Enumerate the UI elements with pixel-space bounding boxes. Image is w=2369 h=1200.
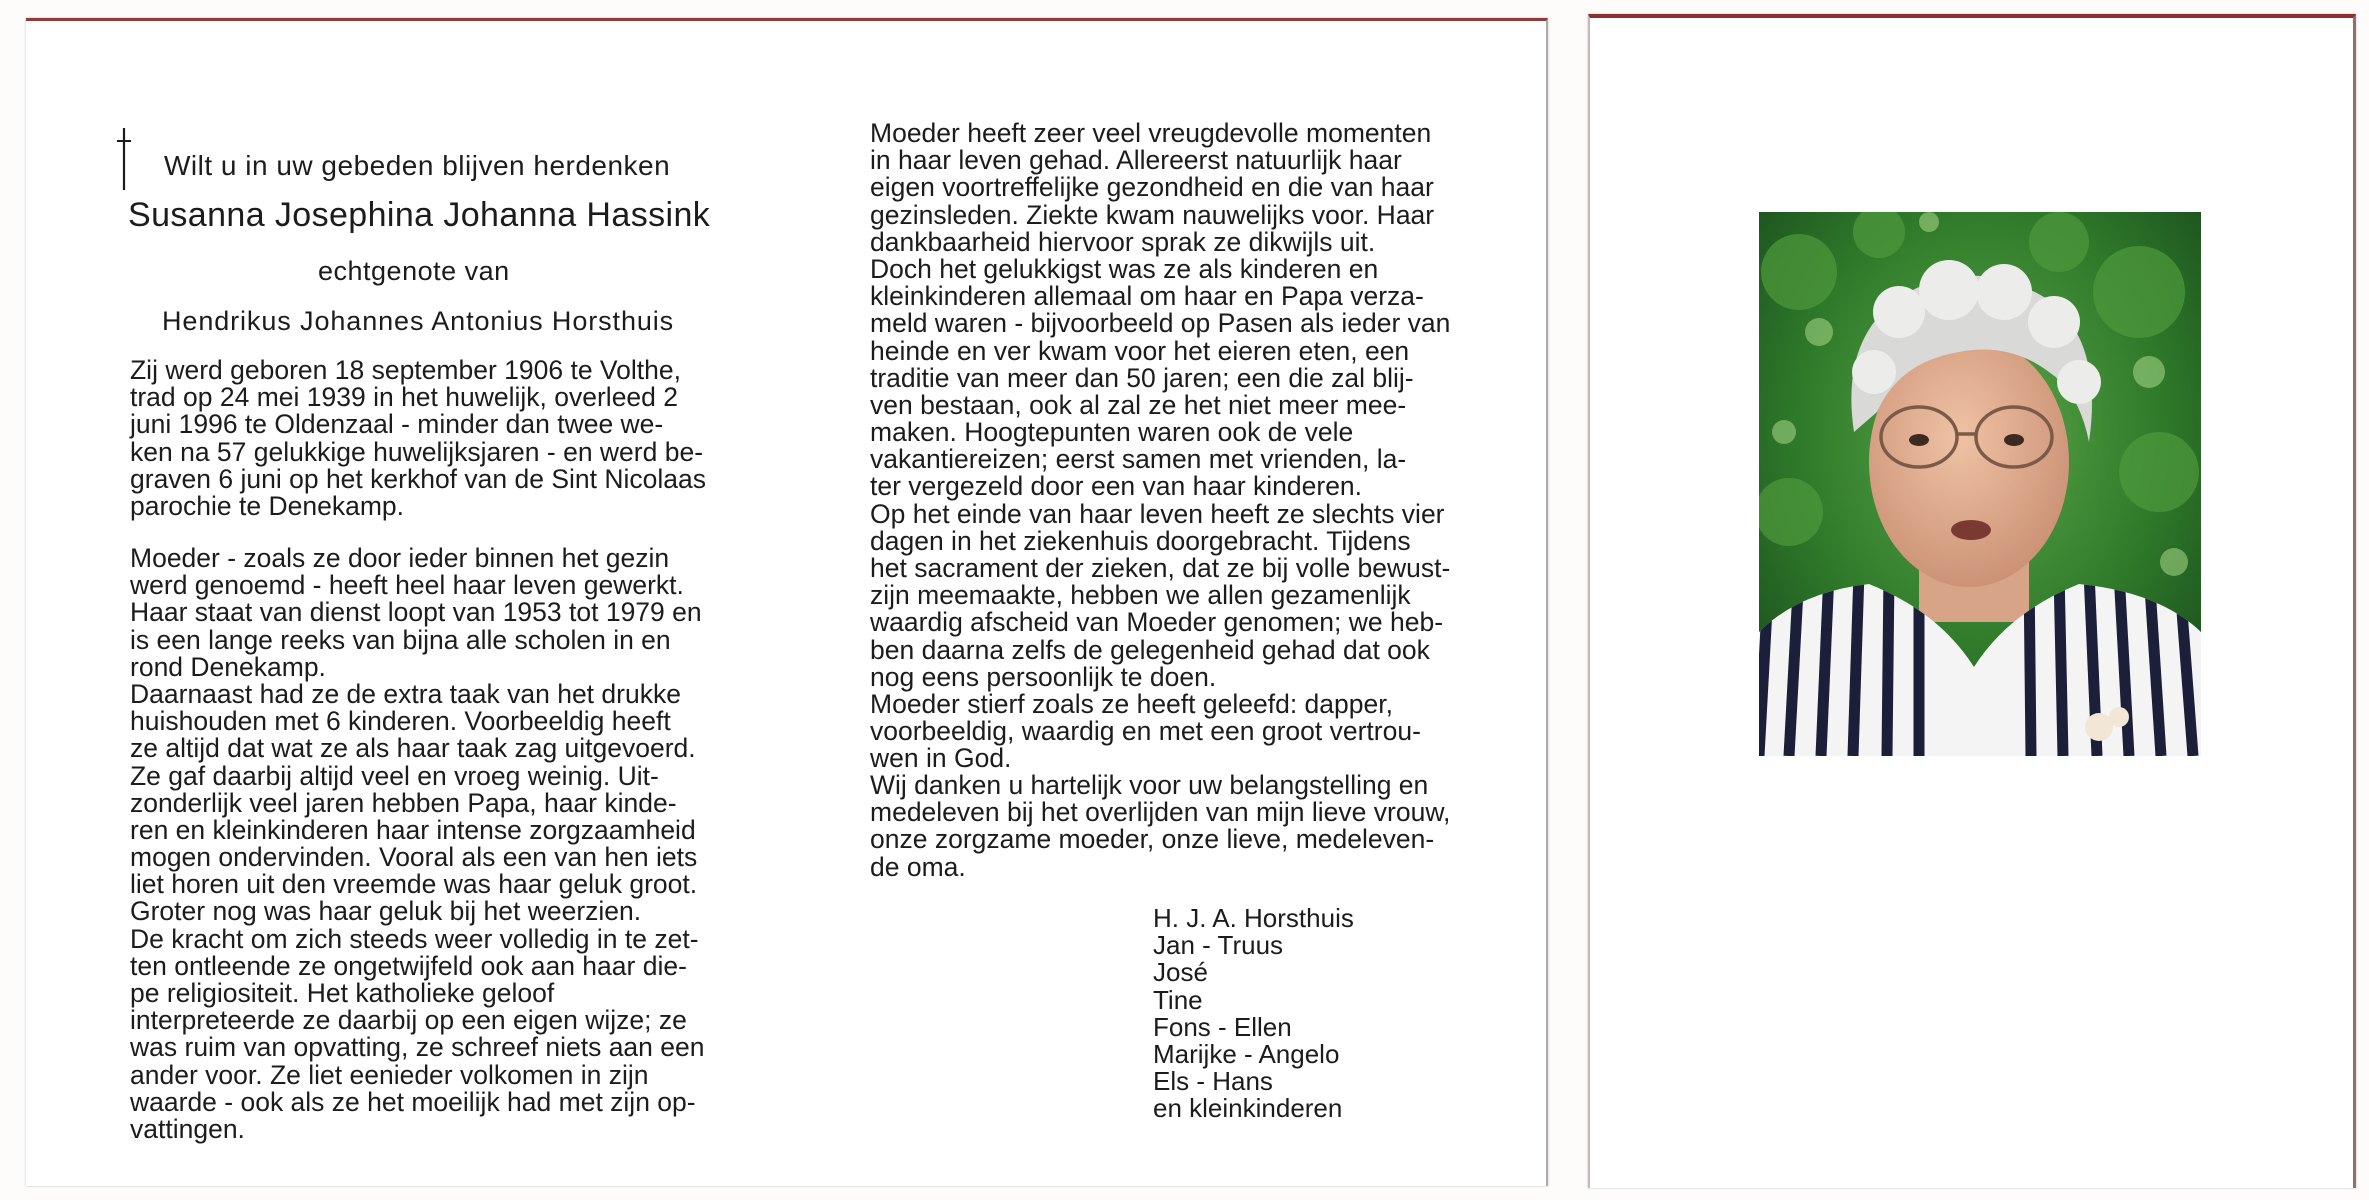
signer-name: José (1153, 957, 1208, 988)
text-line: werd genoemd - heeft heel haar leven gewerkt. (130, 570, 684, 601)
signer-name: en kleinkinderen (1153, 1093, 1343, 1124)
signer-name: Marijke - Angelo (1153, 1038, 1340, 1069)
text-line: heinde en ver kwam voor het eieren eten, een (870, 335, 1410, 366)
signers-list (1153, 905, 1354, 1123)
text-line: dagen in het ziekenhuis doorgebracht. Tijdens (870, 525, 1411, 556)
text-line: ter vergezeld door een van haar kinderen. (870, 471, 1363, 502)
text-line: Ze gaf daarbij altijd veel en vroeg weinig. Uit- (130, 760, 659, 791)
spouse-label: echtgenote van (318, 256, 510, 286)
text-line: eigen voortreffelijke gezondheid en die van haar (870, 172, 1434, 203)
text-line: dankbaarheid hiervoor sprak ze dikwijls uit. (870, 226, 1376, 257)
text-line: juni 1996 te Oldenzaal - minder dan twee we- (130, 409, 664, 440)
intro-line: Wilt u in uw gebeden blijven herdenken (164, 150, 671, 181)
text-line: wen in God. (870, 743, 1012, 774)
text-line: De kracht om zich steeds weer volledig in te zet- (130, 923, 699, 954)
text-line: meld waren - bijvoorbeeld op Pasen als ieder van (870, 308, 1451, 339)
deceased-name: Susanna Josephina Johanna Hassink (128, 196, 711, 234)
text-line: maken. Hoogtepunten waren ook de vele (870, 417, 1354, 448)
text-line: ze altijd dat wat ze als haar taak zag uitgevoerd. (130, 733, 696, 764)
text-line: parochie te Denekamp. (130, 490, 404, 521)
text-line: vattingen. (130, 1113, 245, 1144)
text-line: is een lange reeks van bijna alle scholen in en (130, 624, 671, 655)
signer-name: Els - Hans (1153, 1066, 1273, 1097)
text-line: pe religiositeit. Het katholieke geloof (130, 978, 555, 1008)
text-line: de oma. (870, 851, 966, 882)
text-line: Moeder stierf zoals ze heeft geleefd: dapper, (870, 688, 1393, 719)
text-line: ven bestaan, ook al zal ze het niet meer mee- (870, 389, 1407, 420)
text-line: zijn meemaakte, hebben we allen gezamenlijk (870, 580, 1411, 611)
text-line: gezinsleden. Ziekte kwam nauwelijks voor. Haar (870, 199, 1435, 230)
text-line: Moeder heeft zeer veel vreugdevolle momenten (870, 118, 1432, 148)
memories-paragraph (870, 120, 1450, 773)
text-line: zonderlijk veel jaren hebben Papa, haar kinde- (130, 787, 677, 818)
text-line: was ruim van opvatting, ze schreef niets aan een (130, 1032, 705, 1063)
text-line: Groter nog was haar geluk bij het weerzien. (130, 896, 642, 927)
text-line: interpreteerde ze daarbij op een eigen wijze; ze (130, 1005, 687, 1036)
text-line: liet horen uit den vreemde was haar geluk groot. (130, 869, 698, 900)
text-line: Doch het gelukkigst was ze als kinderen en (870, 253, 1379, 284)
portrait-image (1759, 212, 2201, 756)
text-line: Op het einde van haar leven heeft ze slechts vier (870, 498, 1445, 529)
signer-name: H. J. A. Horsthuis (1153, 903, 1354, 933)
thanks-paragraph (870, 772, 1450, 881)
text-line: rond Denekamp. (130, 651, 326, 682)
text-line: mogen ondervinden. Vooral als een van hen iets (130, 842, 698, 873)
signer-name: Jan - Truus (1153, 930, 1284, 961)
signer-name: Fons - Ellen (1153, 1011, 1292, 1042)
text-line: Daarnaast had ze de extra taak van het drukke (130, 678, 681, 709)
text-line: kleinkinderen allemaal om haar en Papa verza- (870, 281, 1424, 312)
text-line: Haar staat van dienst loopt van 1953 tot 1979 en (130, 597, 702, 628)
text-line: Zij werd geboren 18 september 1906 te Volthe, (130, 355, 681, 385)
text-line: nog eens persoonlijk te doen. (870, 661, 1217, 692)
text-line: Wij danken u hartelijk voor uw belangstelling en (870, 770, 1429, 800)
text-line: in haar leven gehad. Allereerst natuurlijk haar (870, 145, 1402, 176)
text-line: het sacrament der zieken, dat ze bij volle bewust- (870, 553, 1451, 583)
text-line: waardig afscheid van Moeder genomen; we heb- (870, 607, 1444, 638)
text-line: ander voor. Ze liet eenieder volkomen in zijn (130, 1059, 649, 1090)
life-paragraph (130, 545, 705, 1143)
biography-paragraph (130, 357, 706, 520)
text-line: huishouden met 6 kinderen. Voorbeeldig heeft (130, 706, 671, 737)
text-line: vakantiereizen; eerst samen met vrienden, la- (870, 444, 1407, 475)
text-line: medeleven bij het overlijden van mijn lieve vrouw, (870, 797, 1451, 828)
text-line: ren en kleinkinderen haar intense zorgzaamheid (130, 814, 696, 845)
cross-icon (116, 128, 132, 190)
text-line: trad op 24 mei 1939 in het huwelijk, overleed 2 (130, 382, 679, 413)
text-line: graven 6 juni op het kerkhof van de Sint Nicolaas (130, 463, 706, 494)
text-line: voorbeeldig, waardig en met een groot vertrou- (870, 716, 1421, 747)
spouse-name: Hendrikus Johannes Antonius Horsthuis (162, 306, 675, 336)
text-line: onze zorgzame moeder, onze lieve, medeleven- (870, 824, 1435, 855)
text-line: ten ontleende ze ongetwijfeld ook aan haar die- (130, 950, 687, 981)
signer-name: Tine (1153, 984, 1203, 1015)
text-line: Moeder - zoals ze door ieder binnen het gezin (130, 543, 670, 573)
text-line: ken na 57 gelukkige huwelijksjaren - en werd be- (130, 436, 704, 467)
text-line: traditie van meer dan 50 jaren; een die zal blij- (870, 362, 1414, 393)
portrait-photo (1759, 212, 2201, 756)
text-line: waarde - ook als ze het moeilijk had met zijn op- (130, 1086, 696, 1117)
text-line: ben daarna zelfs de gelegenheid gehad dat ook (870, 634, 1430, 665)
